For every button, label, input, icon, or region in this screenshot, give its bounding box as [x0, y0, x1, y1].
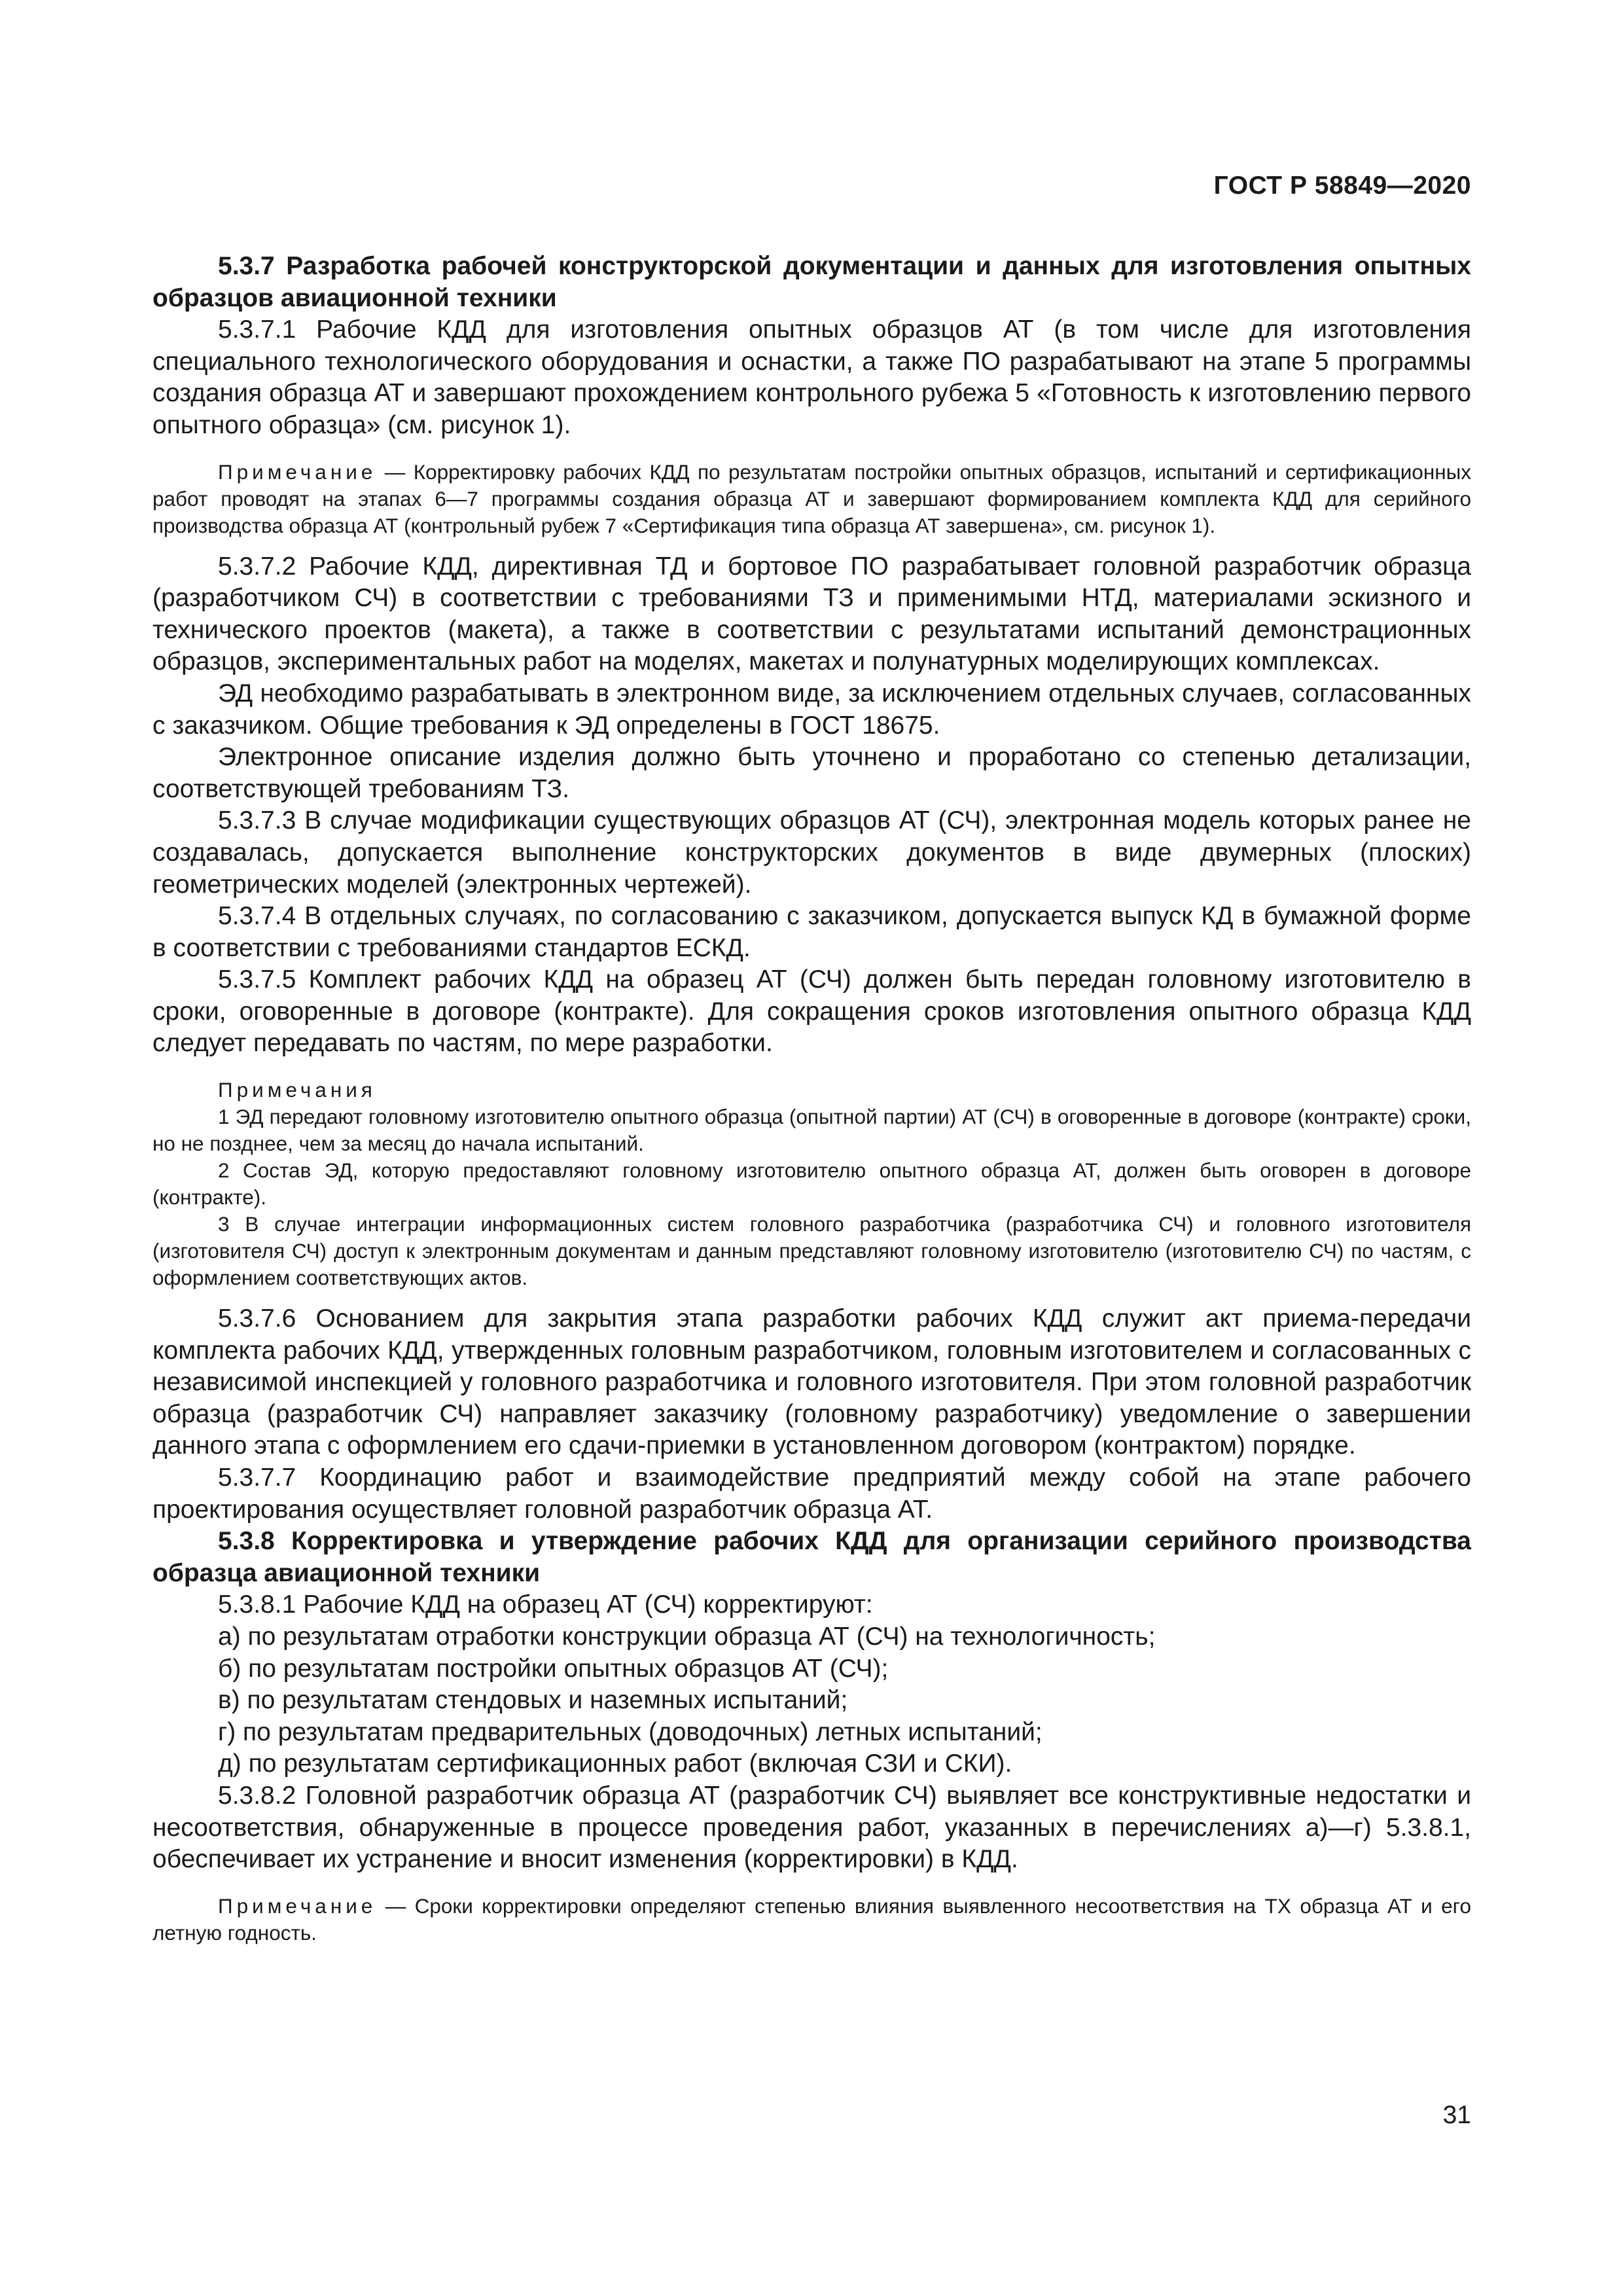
notes-2-item: 1 ЭД передают головному изготовителю опытного образца (опытной партии) АТ (СЧ) в оговоренные в договоре (контракте) сроки, но не позднее, чем за месяц до начала испытаний.: [152, 1105, 1471, 1156]
clause-5-3-7-1: 5.3.7.1 Рабочие КДД для изготовления опытных образцов АТ (в том числе для изготовления специального технологического оборудования и оснастки, а также ПО разрабатывают на этапе 5 программы создания образца АТ и завершают прохождением контрольного рубежа 5 «Готовность к изготовлению первого опытного образца» (см. рисунок 1).: [152, 315, 1471, 439]
clause-5-3-7-6: 5.3.7.6 Основанием для закрытия этапа разработки рабочих КДД служит акт приема-передачи комплекта рабочих КДД, утвержденных головным разработчиком, головным изготовителем и согласованных с независимой инспекцией у головного разработчика и головного изготовителя. При этом головной разработчик образца (разработчик СЧ) направляет заказчику (головному разработчику) уведомление о завершении данного этапа с оформлением его сдачи-приемки в установленном договором (контрактом) порядке.: [152, 1304, 1471, 1460]
list-item: а) по результатам отработки конструкции образца АТ (СЧ) на технологичность;: [218, 1623, 1156, 1651]
section-5-3-7-title: 5.3.7 Разработка рабочей конструкторской документации и данных для изготовления опытных образцов авиационной техники: [152, 252, 1471, 312]
note-3-label: Примечание: [218, 1893, 377, 1918]
clause-5-3-7-3: 5.3.7.3 В случае модификации существующих образцов АТ (СЧ), электронная модель которых ранее не создавалась, допускается выполнение конструкторских документов в виде двумерных (плоских) геометрических моделей (электронных чертежей).: [152, 806, 1471, 899]
ed-paragraph: ЭД необходимо разрабатывать в электронном виде, за исключением отдельных случаев, согласованных с заказчиком. Общие требования к ЭД определены в ГОСТ 18675.: [152, 679, 1471, 740]
list-item: в) по результатам стендовых и наземных испытаний;: [218, 1686, 848, 1715]
clause-5-3-7-2: 5.3.7.2 Рабочие КДД, директивная ТД и бортовое ПО разрабатывает головной разработчик образца (разработчиком СЧ) в соответствии с требованиями ТЗ и применимыми НТД, материалами эскизного и технического проектов (макета), а также в соответствии с результатами испытаний демонстрационных образцов, экспериментальных работ на моделях, макетах и полунатурных моделирующих комплексах.: [152, 552, 1471, 676]
notes-2-item: 3 В случае интеграции информационных систем головного разработчика (разработчика СЧ) и головного изготовителя (изготовителя СЧ) доступ к электронным документам и данным представляют головному изготовителю (изготовителю СЧ) по частям, с оформлением соответствующих актов.: [152, 1212, 1471, 1290]
section-5-3-8-title: 5.3.8 Корректировка и утверждение рабочих КДД для организации серийного производства образца авиационной техники: [152, 1527, 1471, 1587]
note-3-text: — Сроки корректировки определяют степенью влияния выявленного несоответствия на ТХ образца АТ и его летную годность.: [152, 1893, 1471, 1945]
notes-2-label: Примечания: [218, 1078, 376, 1102]
list-item: д) по результатам сертификационных работ (включая СЗИ и СКИ).: [218, 1749, 1012, 1778]
page-number: 31: [1442, 2101, 1471, 2129]
clause-5-3-7-7: 5.3.7.7 Координацию работ и взаимодействие предприятий между собой на этапе рабочего проектирования осуществляет головной разработчик образца АТ.: [152, 1463, 1471, 1524]
note-1-label: Примечание: [218, 459, 377, 484]
clause-5-3-8-2: 5.3.8.2 Головной разработчик образца АТ (разработчик СЧ) выявляет все конструктивные недостатки и несоответствия, обнаруженные в процессе проведения работ, указанных в перечислениях а)—г) 5.3.8.1, обеспечивает их устранение и вносит изменения (корректировки) в КДД.: [152, 1781, 1471, 1874]
standard-code: ГОСТ Р 58849—2020: [1213, 171, 1471, 200]
page-content: [152, 251, 1471, 1946]
list-item: б) по результатам постройки опытных образцов АТ (СЧ);: [218, 1654, 889, 1683]
list-item: г) по результатам предварительных (доводочных) летных испытаний;: [218, 1717, 1043, 1746]
notes-2-item: 2 Состав ЭД, которую предоставляют головному изготовителю опытного образца АТ, должен быть оговорен в договоре (контракте).: [152, 1158, 1471, 1210]
note-1: [152, 459, 1471, 539]
clause-5-3-8-1: 5.3.8.1 Рабочие КДД на образец АТ (СЧ) корректируют:: [218, 1590, 873, 1619]
electronic-description-paragraph: Электронное описание изделия должно быть уточнено и проработано со степенью детализации, соответствующей требованиям ТЗ.: [152, 743, 1471, 803]
note-3: [152, 1893, 1471, 1946]
clause-5-3-7-4: 5.3.7.4 В отдельных случаях, по согласованию с заказчиком, допускается выпуск КД в бумажной форме в соответствии с требованиями стандартов ЕСКД.: [152, 902, 1471, 962]
note-1-text: — Корректировку рабочих КДД по результатам постройки опытных образцов, испытаний и сертификационных работ проводят на этапах 6—7 программы создания образца АТ и завершают формированием комплекта КДД для серийного производства образца АТ (контрольный рубеж 7 «Сертификация типа образца АТ завершена», см. рисунок 1).: [152, 459, 1471, 537]
clause-5-3-7-5: 5.3.7.5 Комплект рабочих КДД на образец АТ (СЧ) должен быть передан головному изготовителю в сроки, оговоренные в договоре (контракте). Для сокращения сроков изготовления опытного образца КДД следует передавать по частям, по мере разработки.: [152, 965, 1471, 1058]
